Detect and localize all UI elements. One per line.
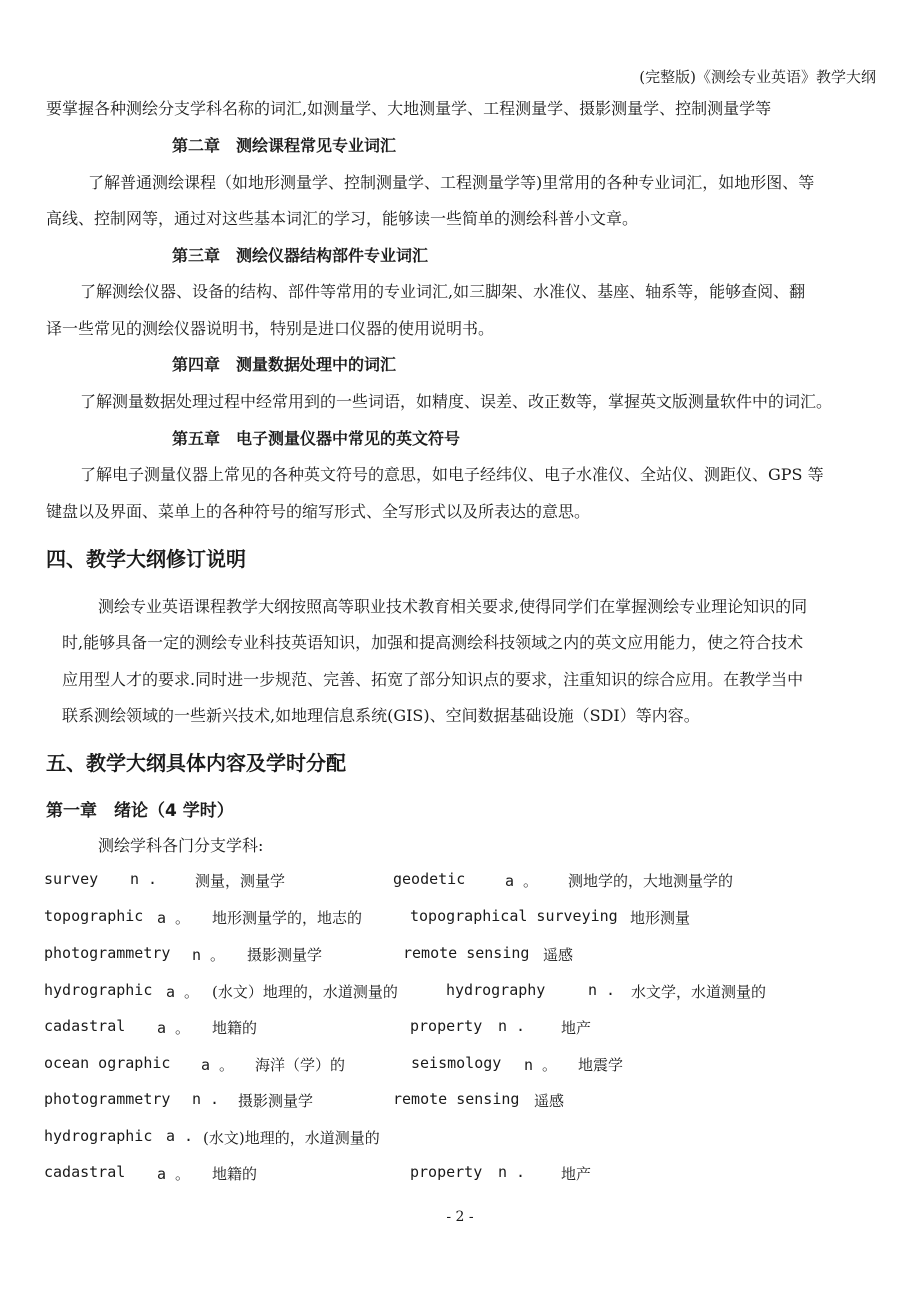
vocab-meaning-text: (水文）地理的，水道测量的 [212, 983, 398, 1001]
vocab-term: photogrammetry [44, 944, 171, 962]
vocab-pos: a 。 [157, 1165, 191, 1183]
vocab-meaning [247, 944, 322, 965]
vocab-meaning [543, 944, 573, 965]
chapter-heading: 第四章 测量数据处理中的词汇 [172, 355, 397, 374]
body-line: 键盘以及界面、菜单上的各种符号的缩写形式、全写形式以及所表达的意思。 [46, 502, 591, 521]
vocab-meaning-text: 地形测量学的，地志的 [212, 909, 363, 927]
vocab-meaning [534, 1090, 564, 1111]
vocab-term: ocean ographic [44, 1054, 171, 1072]
vocab-meaning [203, 1127, 380, 1148]
vocab-term: geodetic [393, 870, 466, 888]
vocab-meaning [212, 981, 398, 1002]
body-line: 了解普通测绘课程（如地形测量学、控制测量学、工程测量学等)里常用的各种专业词汇，如地形图、等 [88, 173, 815, 192]
body-line: 高线、控制网等，通过对这些基本词汇的学习，能够读一些简单的测绘科普小文章。 [46, 209, 639, 228]
vocab-pos: a 。 [157, 1019, 191, 1037]
body-line: 了解测量数据处理过程中经常用到的一些词语，如精度、误差、改正数等，掌握英文版测量软件中的词汇。 [80, 392, 833, 411]
body-line: 测绘专业英语课程教学大纲按照高等职业技术教育相关要求,使得同学们在掌握测绘专业理论知识的同 [98, 597, 808, 616]
vocab-meaning-text: 遥感 [534, 1092, 565, 1110]
vocab-term: seismology [411, 1054, 502, 1072]
chapter-heading: 第三章 测绘仪器结构部件专业词汇 [172, 246, 429, 265]
chapter-heading: 第二章 测绘课程常见专业词汇 [172, 136, 397, 155]
vocab-meaning-text: 地产 [561, 1019, 592, 1037]
vocab-meaning [238, 1090, 313, 1111]
vocab-meaning [212, 1017, 257, 1038]
page-number: - 2 - [446, 1209, 474, 1225]
body-line: 联系测绘领域的一些新兴技术,如地理信息系统(GIS)、空间数据基础设施（SDI）等内容。 [62, 706, 700, 725]
vocab-meaning-text: (水文)地理的，水道测量的 [203, 1129, 380, 1147]
vocab-meaning [561, 1017, 591, 1038]
body-line: 译一些常见的测绘仪器说明书，特别是进口仪器的使用说明书。 [46, 319, 495, 338]
vocab-term: cadastral [44, 1163, 126, 1181]
vocab-term: hydrographic [44, 981, 153, 999]
vocab-pos: n . [192, 1090, 220, 1108]
vocab-meaning [568, 870, 733, 891]
vocab-term: cadastral [44, 1017, 126, 1035]
vocab-pos: n . [498, 1163, 526, 1181]
body-line: 测绘学科各门分支学科: [98, 836, 264, 855]
vocab-pos: a 。 [201, 1056, 235, 1074]
vocab-term: survey [44, 870, 99, 888]
vocab-term: hydrographic [44, 1127, 153, 1145]
vocab-meaning [255, 1054, 345, 1075]
vocab-pos: a 。 [166, 983, 200, 1001]
vocab-pos: a 。 [505, 872, 539, 890]
vocab-pos: n 。 [524, 1056, 558, 1074]
vocab-meaning-text: 海洋（学）的 [255, 1056, 346, 1074]
vocab-term: topographical surveying [410, 907, 618, 925]
vocab-meaning [578, 1054, 623, 1075]
body-line: 要掌握各种测绘分支学科名称的词汇,如测量学、大地测量学、工程测量学、摄影测量学、控制测量学等 [46, 99, 772, 118]
vocab-term: remote sensing [403, 944, 530, 962]
body-line: 时,能够具备一定的测绘专业科技英语知识，加强和提高测绘科技领域之内的英文应用能力，使之符合技术 [62, 633, 804, 652]
vocab-meaning-text: 水文学，水道测量的 [631, 983, 767, 1001]
vocab-term: hydrography [446, 981, 546, 999]
vocab-meaning-text: 地震学 [578, 1056, 624, 1074]
section-heading: 五、教学大纲具体内容及学时分配 [46, 751, 346, 775]
page-header: (完整版)《测绘专业英语》教学大纲 [639, 68, 876, 86]
vocab-term: photogrammetry [44, 1090, 171, 1108]
vocab-meaning [561, 1163, 591, 1184]
vocab-meaning-text: 地籍的 [212, 1165, 258, 1183]
vocab-pos: a 。 [157, 909, 191, 927]
vocab-meaning [195, 870, 285, 891]
vocab-meaning-text: 地产 [561, 1165, 592, 1183]
vocab-term: property [410, 1163, 483, 1181]
body-line: 了解电子测量仪器上常见的各种英文符号的意思，如电子经纬仪、电子水准仪、全站仪、测距仪、GPS 等 [80, 465, 824, 484]
vocab-meaning [630, 907, 690, 928]
vocab-meaning-text: 摄影测量学 [247, 946, 323, 964]
vocab-meaning-text: 测量，测量学 [195, 872, 286, 890]
vocab-meaning [212, 1163, 257, 1184]
vocab-meaning-text: 地籍的 [212, 1019, 258, 1037]
vocab-meaning-text: 地形测量 [630, 909, 691, 927]
vocab-meaning [212, 907, 362, 928]
vocab-meaning-text: 遥感 [543, 946, 574, 964]
vocab-pos: a . [166, 1127, 194, 1145]
chapter-heading: 第一章 绪论（4 学时） [46, 801, 234, 821]
body-line: 了解测绘仪器、设备的结构、部件等常用的专业词汇,如三脚架、水准仪、基座、轴系等，能够查阅、翻 [80, 282, 806, 301]
vocab-pos: n . [588, 981, 616, 999]
vocab-meaning-text: 摄影测量学 [238, 1092, 314, 1110]
vocab-meaning [631, 981, 766, 1002]
vocab-pos: n 。 [192, 946, 226, 964]
vocab-pos: n . [130, 870, 158, 888]
vocab-term: property [410, 1017, 483, 1035]
chapter-heading: 第五章 电子测量仪器中常见的英文符号 [172, 429, 461, 448]
vocab-term: remote sensing [393, 1090, 520, 1108]
section-heading: 四、教学大纲修订说明 [46, 547, 246, 571]
vocab-meaning-text: 测地学的，大地测量学的 [568, 872, 734, 890]
vocab-term: topographic [44, 907, 144, 925]
vocab-pos: n . [498, 1017, 526, 1035]
body-line: 应用型人才的要求.同时进一步规范、完善、拓宽了部分知识点的要求，注重知识的综合应用。在教学当中 [62, 670, 804, 689]
